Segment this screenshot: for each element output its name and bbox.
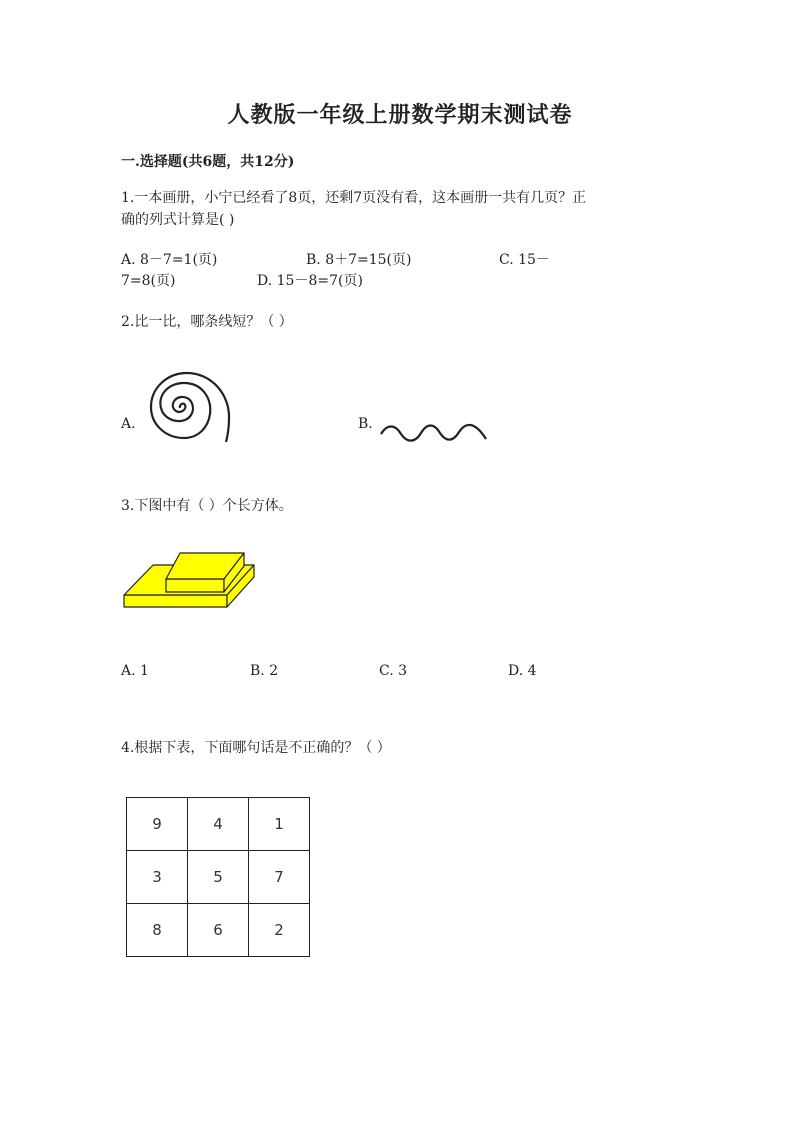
question-4: 4.根据下表，下面哪句话是不正确的？（ ）: [121, 740, 391, 756]
table-cell: 2: [249, 904, 310, 957]
q2-option-b-label: B.: [358, 416, 373, 432]
q1-option-b: B. 8＋7=15(页): [306, 252, 412, 268]
section-heading: 一.选择题(共6题，共12分): [121, 154, 295, 170]
q1-option-d: D. 15－8=7(页): [257, 273, 363, 289]
q1-option-c-continued: 7=8(页): [121, 273, 176, 289]
table-cell: 8: [127, 904, 188, 957]
question-1-line-1: 1.一本画册，小宁已经看了8页，还剩7页没有看，这本画册一共有几页？正: [121, 190, 587, 206]
spiral-figure: [140, 364, 240, 446]
table-row: [127, 798, 310, 851]
q3-option-a: A. 1: [121, 663, 149, 679]
q3-option-b: B. 2: [250, 663, 279, 679]
q3-option-d: D. 4: [508, 663, 537, 679]
q2-option-a-label: A.: [121, 416, 136, 432]
table-cell: 4: [188, 798, 249, 851]
q3-option-c: C. 3: [379, 663, 408, 679]
table-cell: 7: [249, 851, 310, 904]
table-cell: 9: [127, 798, 188, 851]
question-2: 2.比一比，哪条线短？（ ）: [121, 314, 293, 330]
table-row: [127, 851, 310, 904]
question-3: 3.下图中有（ ）个长方体。: [121, 498, 293, 514]
table-cell: 5: [188, 851, 249, 904]
table-cell: 3: [127, 851, 188, 904]
question-1-line-2: 确的列式计算是( ): [121, 212, 235, 228]
table-cell: 1: [249, 798, 310, 851]
q1-option-c: C. 15－: [499, 252, 550, 268]
page-title: 人教版一年级上册数学期末测试卷: [227, 102, 573, 128]
number-table: [126, 797, 310, 957]
table-cell: 6: [188, 904, 249, 957]
table-row: [127, 904, 310, 957]
cuboid-figure: [121, 550, 261, 612]
q1-option-a: A. 8－7=1(页): [121, 252, 218, 268]
wavy-line-figure: [376, 414, 492, 444]
